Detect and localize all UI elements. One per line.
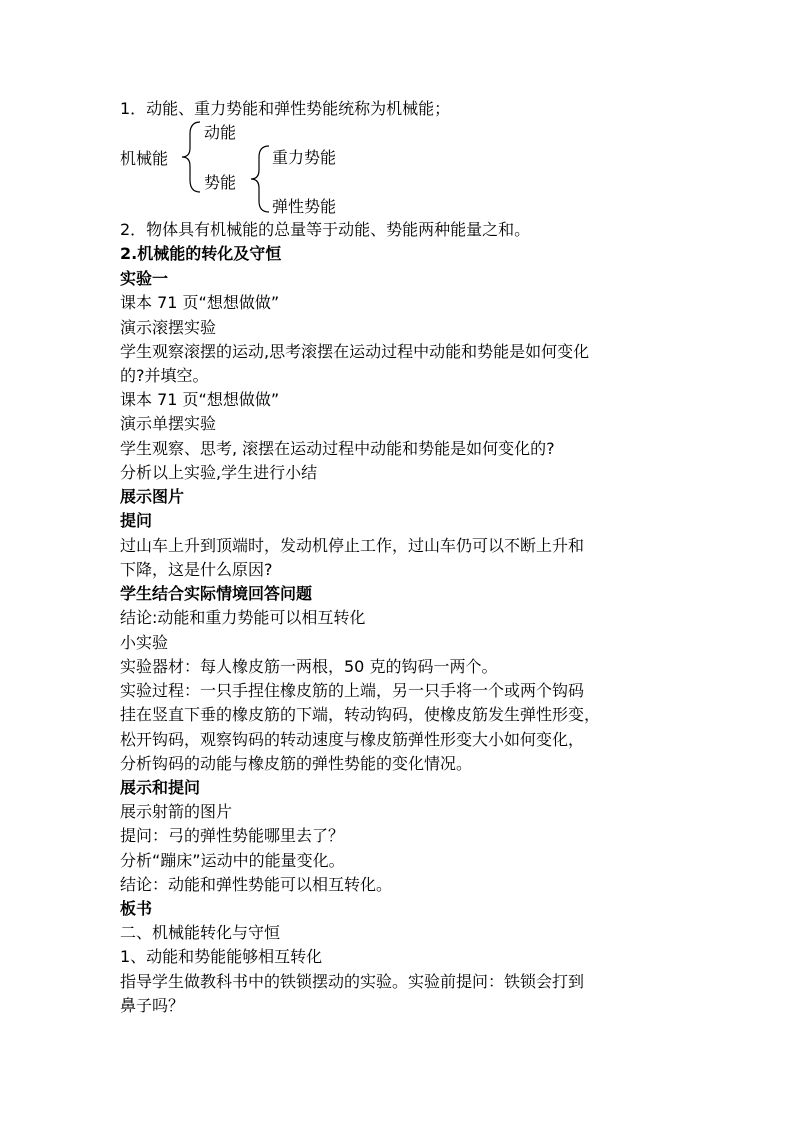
text-line: 过山车上升到顶端时，发动机停止工作，过山车仍可以不断上升和	[120, 536, 585, 555]
heading-student-answer: 学生结合实际情境回答问题	[120, 584, 313, 603]
text-line: 结论：动能和弹性势能可以相互转化。	[120, 875, 393, 894]
text-line: 结论:动能和重力势能可以相互转化	[120, 608, 366, 627]
inner-brace-icon	[249, 144, 273, 214]
text-line: 学生观察滚摆的运动,思考滚摆在运动过程中动能和势能是如何变化	[120, 342, 590, 361]
point-1-text: 1．动能、重力势能和弹性势能统称为机械能；	[120, 99, 451, 118]
text-line: 松开钩码，观察钩码的转动速度与橡皮筋弹性形变大小如何变化，	[120, 730, 585, 749]
tree-root-label: 机械能	[120, 149, 169, 168]
tree-potential-label: 势能	[204, 173, 237, 192]
text-line: 课本 71 页“想想做做”	[120, 390, 280, 409]
text-line: 提问：弓的弹性势能哪里去了？	[120, 826, 345, 845]
text-line: 下降，这是什么原因?	[120, 560, 273, 579]
text-line: 分析以上实验,学生进行小结	[120, 463, 318, 482]
tree-gravity-label: 重力势能	[272, 148, 337, 167]
tree-kinetic-label: 动能	[204, 123, 237, 142]
text-line: 实验过程：一只手捏住橡皮筋的上端，另一只手将一个或两个钩码	[120, 681, 585, 700]
text-line: 学生观察、思考, 滚摆在运动过程中动能和势能是如何变化的?	[120, 439, 555, 458]
heading-show-and-ask: 展示和提问	[120, 778, 201, 797]
text-line: 演示单摆实验	[120, 414, 217, 433]
section-heading: 2.机械能的转化及守恒	[120, 244, 282, 263]
text-line: 实验器材：每人橡皮筋一两根，50 克的钩码一两个。	[120, 657, 498, 676]
text-line: 鼻子吗？	[120, 996, 185, 1015]
text-line: 分析钩码的动能与橡皮筋的弹性势能的变化情况。	[120, 754, 473, 773]
text-line: 演示滚摆实验	[120, 318, 217, 337]
text-line: 挂在竖直下垂的橡皮筋的下端，转动钩码，使橡皮筋发生弹性形变，	[120, 705, 601, 724]
heading-show-picture: 展示图片	[120, 487, 185, 506]
tree-elastic-label: 弹性势能	[272, 197, 337, 216]
text-line: 的?并填空。	[120, 366, 209, 385]
point-2-text: 2．物体具有机械能的总量等于动能、势能两种能量之和。	[120, 220, 531, 239]
heading-question: 提问	[120, 511, 153, 530]
text-line: 课本 71 页“想想做做”	[120, 293, 280, 312]
text-line: 小实验	[120, 633, 169, 652]
heading-blackboard: 板书	[120, 899, 153, 918]
text-line: 分析“蹦床”运动中的能量变化。	[120, 851, 345, 870]
left-brace-icon	[180, 120, 204, 194]
text-line: 指导学生做教科书中的铁锁摆动的实验。实验前提问：铁锁会打到	[120, 972, 585, 991]
text-line: 展示射箭的图片	[120, 802, 233, 821]
text-line: 二、机械能转化与守恒	[120, 923, 281, 942]
heading-experiment-1: 实验一	[120, 269, 169, 288]
text-line: 1、动能和势能能够相互转化	[120, 947, 323, 966]
